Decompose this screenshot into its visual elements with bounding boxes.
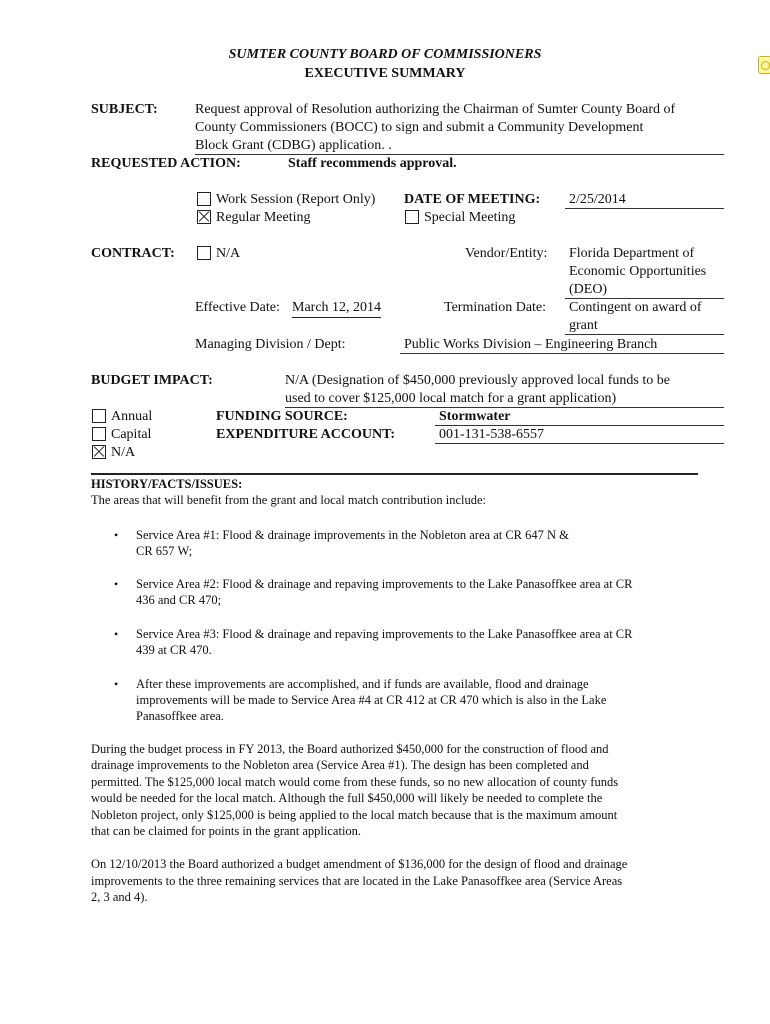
- bullet-marker: •: [114, 627, 119, 641]
- para2-line-3: 2, 3 and 4).: [91, 890, 148, 904]
- termination-date-label: Termination Date:: [444, 300, 547, 315]
- contract-na-label: N/A: [216, 246, 241, 261]
- board-title: SUMTER COUNTY BOARD OF COMMISSIONERS: [228, 47, 542, 62]
- capital-checkbox[interactable]: [92, 427, 106, 441]
- date-of-meeting-label: DATE OF MEETING:: [404, 192, 541, 207]
- subject-label: SUBJECT:: [91, 102, 158, 117]
- para2-line-1: On 12/10/2013 the Board authorized a budget amendment of $136,000 for the design of flood and drainage: [91, 857, 628, 871]
- termination-line-2: grant: [569, 318, 598, 333]
- requested-action-label: REQUESTED ACTION:: [91, 156, 241, 171]
- para1-line-1: During the budget process in FY 2013, the Board authorized $450,000 for the construction of flood and: [91, 742, 609, 756]
- work-session-label: Work Session (Report Only): [216, 192, 376, 207]
- para1-line-3: permitted. The $125,000 local match would come from these funds, so no new allocation of county funds: [91, 775, 619, 789]
- effective-date-label: Effective Date:: [195, 300, 280, 315]
- termination-underline: [565, 334, 724, 335]
- bullet-3-line-1: Service Area #3: Flood & drainage and repaving improvements to the Lake Panasoffkee area at CR: [136, 627, 633, 641]
- bullet-1-line-1: Service Area #1: Flood & drainage improvements in the Nobleton area at CR 647 N &: [136, 528, 569, 542]
- annual-checkbox[interactable]: [92, 409, 106, 423]
- special-meeting-label: Special Meeting: [424, 210, 516, 225]
- section-divider: [91, 473, 698, 475]
- para1-line-6: that can be claimed for points in the grant application.: [91, 824, 362, 838]
- vendor-label: Vendor/Entity:: [465, 246, 548, 261]
- expenditure-underline: [435, 443, 724, 444]
- bullet-marker: •: [114, 677, 119, 691]
- managing-underline: [400, 353, 724, 354]
- budget-line-2: used to cover $125,000 local match for a grant application): [285, 391, 617, 406]
- capital-label: Capital: [111, 427, 152, 442]
- history-intro: The areas that will benefit from the grant and local match contribution include:: [91, 493, 487, 507]
- special-meeting-checkbox[interactable]: [405, 210, 419, 224]
- bullet-1-line-2: CR 657 W;: [136, 544, 193, 558]
- vendor-line-3: (DEO): [569, 282, 608, 297]
- para2-line-2: improvements to the three remaining services that are located in the Lake Panasoffkee area (Service Areas: [91, 874, 623, 888]
- bullet-4-line-3: Panasoffkee area.: [136, 709, 224, 723]
- bullet-marker: •: [114, 528, 119, 542]
- subject-line-1: Request approval of Resolution authorizing the Chairman of Sumter County Board of: [195, 102, 676, 117]
- summary-title: EXECUTIVE SUMMARY: [304, 66, 466, 81]
- para1-line-2: drainage improvements to the Nobleton area (Service Area #1). The design has been completed and: [91, 758, 589, 772]
- regular-meeting-label: Regular Meeting: [216, 210, 311, 225]
- date-of-meeting-value: 2/25/2014: [569, 192, 626, 207]
- expenditure-account-label: EXPENDITURE ACCOUNT:: [216, 427, 396, 442]
- date-underline: [565, 208, 724, 209]
- budget-na-label: N/A: [111, 445, 136, 460]
- bullet-marker: •: [114, 577, 119, 591]
- bullet-3-line-2: 439 at CR 470.: [136, 643, 212, 657]
- bullet-4-line-2: improvements will be made to Service Area #4 at CR 412 at CR 470 which is also in the Lake: [136, 693, 607, 707]
- bullet-4-line-1: After these improvements are accomplished, and if funds are available, flood and drainage: [136, 677, 589, 691]
- funding-source-value: Stormwater: [439, 409, 511, 424]
- bullet-2-line-1: Service Area #2: Flood & drainage and repaving improvements to the Lake Panasoffkee area at CR: [136, 577, 633, 591]
- regular-meeting-checkbox[interactable]: [197, 210, 211, 224]
- managing-division-value: Public Works Division – Engineering Branch: [404, 337, 658, 352]
- managing-division-label: Managing Division / Dept:: [195, 337, 346, 352]
- contract-label: CONTRACT:: [91, 246, 175, 261]
- history-label: HISTORY/FACTS/ISSUES:: [91, 477, 243, 491]
- para1-line-4: would be needed for the local match. Although the full $450,000 will likely be needed to complete the: [91, 791, 603, 805]
- budget-line-1: N/A (Designation of $450,000 previously approved local funds to be: [285, 373, 670, 388]
- funding-source-label: FUNDING SOURCE:: [216, 409, 348, 424]
- subject-underline: [195, 154, 724, 155]
- contract-na-checkbox[interactable]: [197, 246, 211, 260]
- bullet-2-line-2: 436 and CR 470;: [136, 593, 222, 607]
- budget-impact-label: BUDGET IMPACT:: [91, 373, 213, 388]
- para1-line-5: Nobleton project, only $125,000 is being applied to the local match because that is the maximum amount: [91, 808, 618, 822]
- vendor-line-1: Florida Department of: [569, 246, 695, 261]
- budget-na-checkbox[interactable]: [92, 445, 106, 459]
- annual-label: Annual: [111, 409, 153, 424]
- termination-line-1: Contingent on award of: [569, 300, 702, 315]
- subject-line-3: Block Grant (CDBG) application. .: [195, 138, 392, 153]
- vendor-line-2: Economic Opportunities: [569, 264, 707, 279]
- requested-action-value: Staff recommends approval.: [288, 156, 457, 171]
- subject-line-2: County Commissioners (BOCC) to sign and submit a Community Development: [195, 120, 644, 135]
- expenditure-account-value: 001-131-538-6557: [439, 427, 544, 442]
- work-session-checkbox[interactable]: [197, 192, 211, 206]
- effective-date-value: March 12, 2014: [292, 299, 381, 318]
